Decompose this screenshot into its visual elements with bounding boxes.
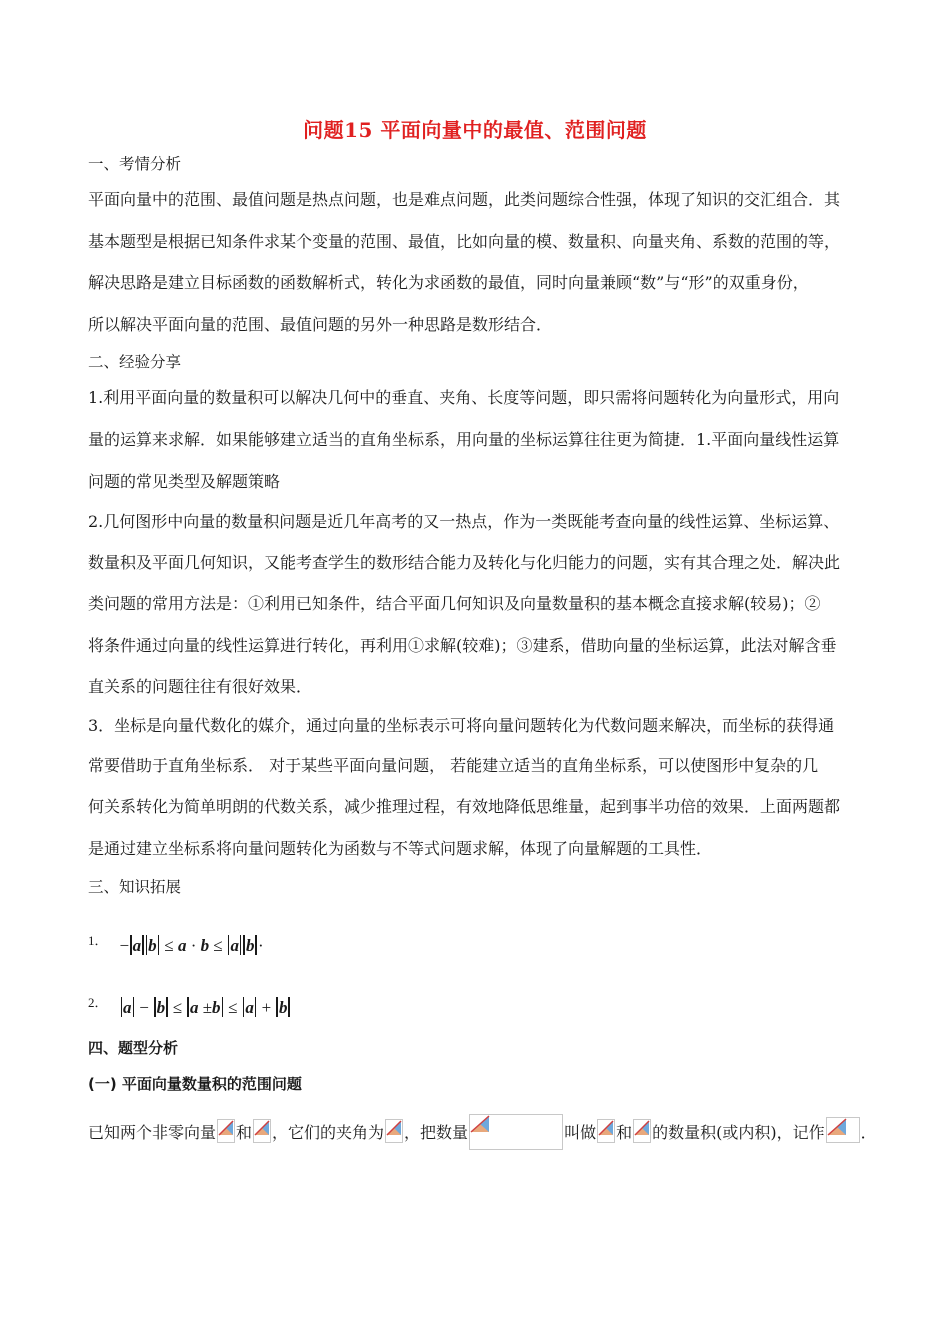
paragraph-line: 2.几何图形中向量的数量积问题是近几年高考的又一热点，作为一类既能考查向量的线性运算、坐标运算、 [88, 512, 840, 531]
formula-number: 1． [88, 933, 108, 948]
broken-image-icon [826, 1117, 860, 1143]
paragraph-line: 类问题的常用方法是：①利用已知条件，结合平面几何知识及向量数量积的基本概念直接求解(较易)；② [88, 594, 821, 613]
paragraph-line: 3．坐标是向量代数化的媒介，通过向量的坐标表示可将向量问题转化为代数问题来解决，而坐标的获得通 [88, 716, 835, 735]
paragraph-line: 量的运算来求解．如果能够建立适当的直角坐标系，用向量的坐标运算往往更为简捷．1.平面向量线性运算 [88, 430, 840, 449]
paragraph-line: 平面向量中的范围、最值问题是热点问题，也是难点问题，此类问题综合性强，体现了知识的交汇组合．其 [88, 190, 841, 209]
formula-2: $^{2.}$ a − b ≤ a ±b ≤ a + b [88, 992, 291, 1018]
definition-line: 已知两个非零向量 和 ，它们的夹角为 ，把数量 叫做 和 的数量积(或内积)，记作 ． [88, 1114, 877, 1150]
paragraph-line: 常要借助于直角坐标系． 对于某些平面向量问题， 若能建立适当的直角坐标系，可以使图形中复杂的几 [88, 756, 819, 775]
paragraph-line: 何关系转化为简单明朗的代数关系，减少推理过程，有效地降低思维量，起到事半功倍的效果．上面两题都 [88, 797, 841, 816]
paragraph-line: 解决思路是建立目标函数的函数解析式，转化为求函数的最值，同时向量兼顾“数”与“形”的双重身份， [88, 273, 809, 292]
paragraph-line: 将条件通过向量的线性运算进行转化，再利用①求解(较难)；③建系，借助向量的坐标运算，此法对解含垂 [88, 636, 837, 655]
formula-1: $^{1.}$ − a b ≤ a · b ≤ a b · [88, 933, 264, 955]
subsection-heading: (一) 平面向量数量积的范围问题 [88, 1075, 302, 1093]
paragraph-line: 直关系的问题往往有很好效果． [88, 677, 313, 696]
broken-image-icon [597, 1119, 615, 1143]
broken-image-icon [385, 1119, 403, 1143]
section-heading-question-types: 四、题型分析 [88, 1039, 179, 1057]
paragraph-line: 所以解决平面向量的范围、最值问题的另外一种思路是数形结合． [88, 315, 553, 334]
paragraph-line: 数量积及平面几何知识，又能考查学生的数形结合能力及转化与化归能力的问题，实有其合理之处．解决此 [88, 553, 841, 572]
broken-image-icon [469, 1114, 563, 1150]
paragraph-line: 1.利用平面向量的数量积可以解决几何中的垂直、夹角、长度等问题，即只需将问题转化为向量形式，用向 [88, 388, 840, 407]
broken-image-icon [217, 1119, 235, 1143]
formula-number: 2． [88, 995, 108, 1010]
section-heading-analysis: 一、考情分析 [88, 155, 182, 173]
paragraph-line: 是通过建立坐标系将向量问题转化为函数与不等式问题求解，体现了向量解题的工具性． [88, 839, 713, 858]
section-heading-experience: 二、经验分享 [88, 353, 182, 371]
paragraph-line: 基本题型是根据已知条件求某个变量的范围、最值，比如向量的模、数量积、向量夹角、系数的范围的等， [88, 232, 841, 251]
section-heading-extension: 三、知识拓展 [88, 878, 182, 896]
paragraph-line: 问题的常见类型及解题策略 [88, 472, 281, 491]
broken-image-icon [253, 1119, 271, 1143]
broken-image-icon [633, 1119, 651, 1143]
page-title: 问题15 平面向量中的最值、范围问题 [303, 118, 647, 142]
